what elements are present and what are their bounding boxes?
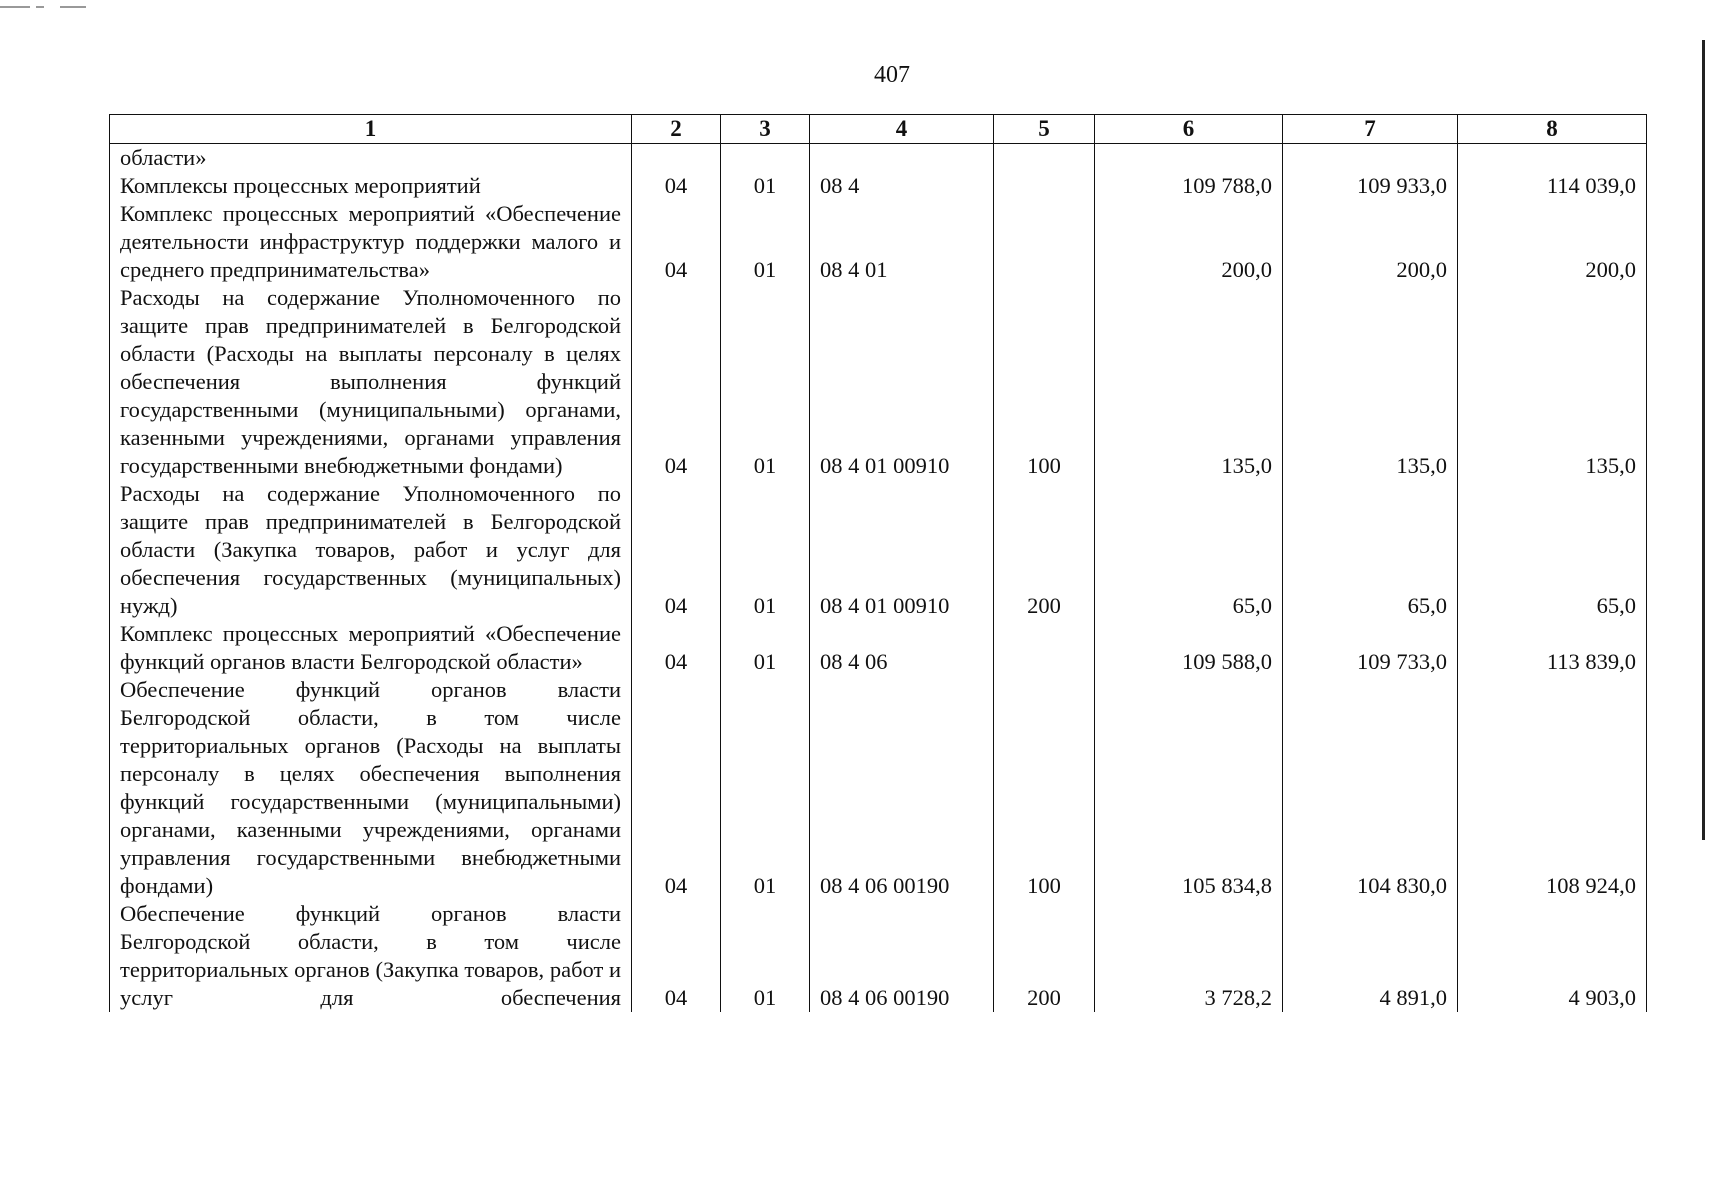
cell-amount-6: 109 588,0 <box>1095 620 1283 676</box>
cell-amount-8: 113 839,0 <box>1458 620 1647 676</box>
cell-section: 04 <box>632 172 721 200</box>
cell-amount-7: 4 891,0 <box>1283 900 1458 1012</box>
cell-subsection: 01 <box>721 900 810 1012</box>
cell-section: 04 <box>632 200 721 284</box>
row-name: Комплексы процессных мероприятий <box>110 172 632 200</box>
row-name: Комплекс процессных мероприятий «Обеспечение деятельности инфраструктур поддержки малого и среднего предпринимательства» <box>110 200 632 284</box>
cell-expense-type: 100 <box>994 676 1095 900</box>
column-header: 8 <box>1458 115 1647 144</box>
column-header: 6 <box>1095 115 1283 144</box>
cell-amount-6: 109 788,0 <box>1095 172 1283 200</box>
cell-expense-type: 100 <box>994 284 1095 480</box>
cell-subsection: 01 <box>721 200 810 284</box>
cell-target-article: 08 4 01 00910 <box>810 480 994 620</box>
cell-target-article: 08 4 01 00910 <box>810 284 994 480</box>
row-name: Расходы на содержание Уполномоченного по защите прав предпринимателей в Белгородской области (Расходы на выплаты персоналу в целях обеспечения выполнения функций государственными (муниципальными) органами, казенными учреждениями, органами управления государственными внебюджетными фондами) <box>110 284 632 480</box>
cell-target-article: 08 4 01 <box>810 200 994 284</box>
cell-amount-7: 65,0 <box>1283 480 1458 620</box>
cell-subsection: 01 <box>721 284 810 480</box>
cell-amount-8: 200,0 <box>1458 200 1647 284</box>
scan-edge-line <box>1702 40 1705 840</box>
cell-section <box>632 144 721 173</box>
table-row <box>110 480 1647 620</box>
column-header: 1 <box>110 115 632 144</box>
cell-subsection: 01 <box>721 480 810 620</box>
cell-amount-8: 114 039,0 <box>1458 172 1647 200</box>
cell-amount-7: 135,0 <box>1283 284 1458 480</box>
cell-subsection <box>721 144 810 173</box>
cell-amount-7: 109 733,0 <box>1283 620 1458 676</box>
cell-amount-7: 200,0 <box>1283 200 1458 284</box>
cell-amount-6: 135,0 <box>1095 284 1283 480</box>
cell-section: 04 <box>632 900 721 1012</box>
cell-target-article <box>810 144 994 173</box>
table-row <box>110 172 1647 200</box>
cell-subsection: 01 <box>721 172 810 200</box>
row-name: области» <box>110 144 632 173</box>
table-row <box>110 620 1647 676</box>
budget-table <box>109 114 1647 1012</box>
cell-section: 04 <box>632 480 721 620</box>
cell-target-article: 08 4 06 00190 <box>810 900 994 1012</box>
cell-expense-type <box>994 144 1095 173</box>
cell-subsection: 01 <box>721 620 810 676</box>
cell-section: 04 <box>632 284 721 480</box>
cell-amount-7: 104 830,0 <box>1283 676 1458 900</box>
cell-amount-8: 4 903,0 <box>1458 900 1647 1012</box>
table-row <box>110 144 1647 173</box>
cell-amount-6: 65,0 <box>1095 480 1283 620</box>
cell-amount-6: 3 728,2 <box>1095 900 1283 1012</box>
page-number: 407 <box>874 62 910 88</box>
cell-amount-7: 109 933,0 <box>1283 172 1458 200</box>
row-name: Обеспечение функций органов власти Белгородской области, в том числе территориальных органов (Расходы на выплаты персоналу в целях обеспечения выполнения функций государственными (муниципальными) органами, казенными учреждениями, органами управления государственными внебюджетными фондами) <box>110 676 632 900</box>
cell-amount-6: 105 834,8 <box>1095 676 1283 900</box>
scan-artifact <box>0 6 86 8</box>
cell-amount-7 <box>1283 144 1458 173</box>
cell-expense-type: 200 <box>994 900 1095 1012</box>
table-row <box>110 284 1647 480</box>
cell-amount-8: 135,0 <box>1458 284 1647 480</box>
cell-amount-6 <box>1095 144 1283 173</box>
cell-expense-type <box>994 200 1095 284</box>
column-header: 3 <box>721 115 810 144</box>
cell-expense-type <box>994 172 1095 200</box>
cell-amount-8: 108 924,0 <box>1458 676 1647 900</box>
cell-amount-8 <box>1458 144 1647 173</box>
cell-target-article: 08 4 06 00190 <box>810 676 994 900</box>
column-header: 2 <box>632 115 721 144</box>
table-header-row <box>110 115 1647 144</box>
cell-expense-type <box>994 620 1095 676</box>
table-row <box>110 676 1647 900</box>
cell-target-article: 08 4 <box>810 172 994 200</box>
table-row <box>110 200 1647 284</box>
cell-target-article: 08 4 06 <box>810 620 994 676</box>
column-header: 7 <box>1283 115 1458 144</box>
cell-section: 04 <box>632 676 721 900</box>
cell-amount-8: 65,0 <box>1458 480 1647 620</box>
cell-section: 04 <box>632 620 721 676</box>
row-name: Комплекс процессных мероприятий «Обеспечение функций органов власти Белгородской области» <box>110 620 632 676</box>
cell-amount-6: 200,0 <box>1095 200 1283 284</box>
row-name: Расходы на содержание Уполномоченного по защите прав предпринимателей в Белгородской области (Закупка товаров, работ и услуг для обеспечения государственных (муниципальных) нужд) <box>110 480 632 620</box>
table-row <box>110 900 1647 1012</box>
column-header: 4 <box>810 115 994 144</box>
row-name: Обеспечение функций органов власти Белгородской области, в том числе территориальных органов (Закупка товаров, работ и услуг для обеспечения <box>110 900 632 1012</box>
cell-expense-type: 200 <box>994 480 1095 620</box>
cell-subsection: 01 <box>721 676 810 900</box>
column-header: 5 <box>994 115 1095 144</box>
